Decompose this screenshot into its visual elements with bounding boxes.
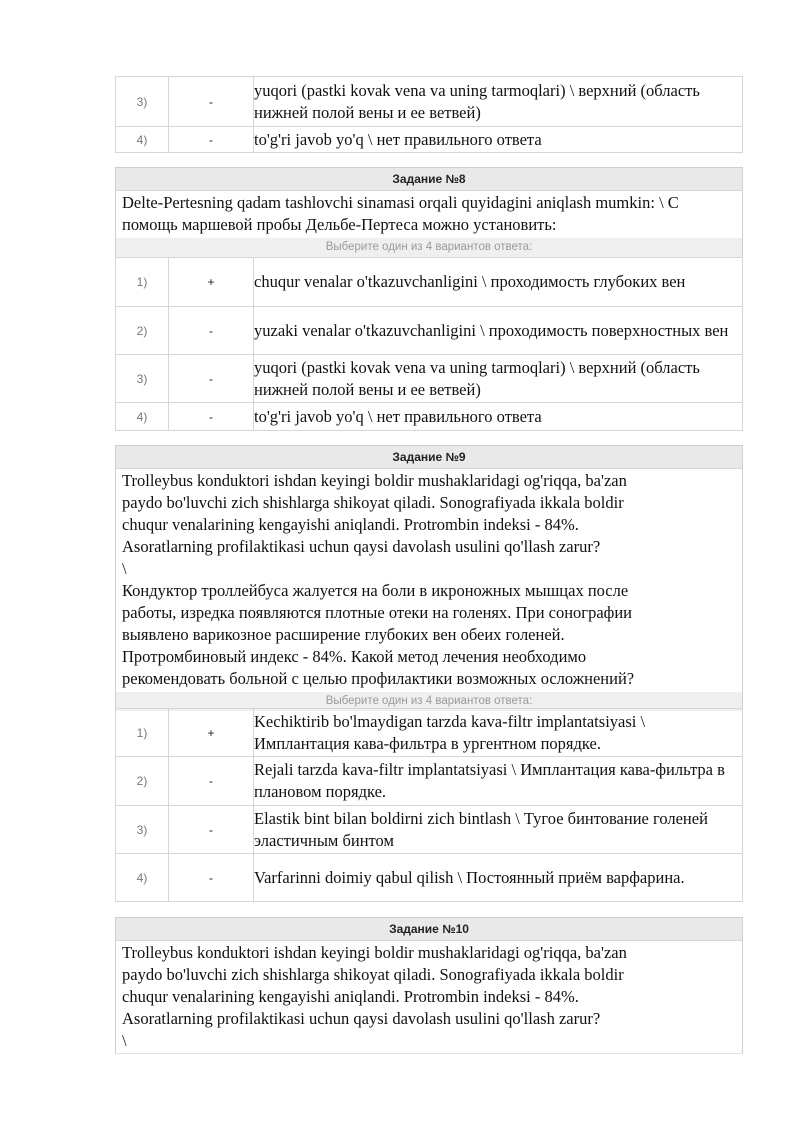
answer-row (116, 355, 743, 403)
answer-row (116, 709, 743, 757)
option-mark: - (169, 757, 254, 806)
option-number: 2) (116, 307, 169, 355)
option-number: 4) (116, 127, 169, 153)
option-number: 4) (116, 403, 169, 431)
answer-row (116, 307, 743, 355)
answer-options-table (115, 76, 743, 153)
task-question: Delte-Pertesning qadam tashlovchi sinamasi orqali quyidagini aniqlash mumkin: \ С помощь маршевой пробы Дельбе-Пертеса можно установить: (122, 193, 679, 234)
option-text: to'g'ri javob yo'q \ нет правильного ответа (254, 127, 743, 153)
answer-hint: Выберите один из 4 вариантов ответа: (116, 692, 742, 711)
task-question: Trolleybus konduktori ishdan keyingi boldir mushaklaridagi og'riqqa, ba'zan paydo bo'luvchi zich shishlarga shikoyat qiladi. Sonografiyada ikkala boldir chuqur venalarining kengayishi aniqlandi. Protrombin indeksi - 84%. Asoratlarning profilaktikasi uchun qaysi davolash usulini qo'llash zarur? \ (122, 943, 627, 1050)
task-10 (115, 917, 743, 1054)
answer-hint: Выберите один из 4 вариантов ответа: (116, 238, 742, 257)
option-number: 1) (116, 258, 169, 307)
option-mark: - (169, 307, 254, 355)
task-9 (115, 445, 743, 711)
option-text: chuqur venalar o'tkazuvchanligini \ проходимость глубоких вен (254, 258, 743, 307)
option-mark: - (169, 806, 254, 854)
option-mark: + (169, 258, 254, 307)
answer-row (116, 403, 743, 431)
answer-options-table (115, 708, 743, 902)
option-mark: - (169, 854, 254, 902)
task-title: Задание №8 (116, 168, 742, 191)
task-title: Задание №10 (116, 918, 742, 941)
answer-row (116, 77, 743, 127)
option-number: 3) (116, 806, 169, 854)
task-question: Trolleybus konduktori ishdan keyingi boldir mushaklaridagi og'riqqa, ba'zan paydo bo'luvchi zich shishlarga shikoyat qiladi. Sonografiyada ikkala boldir chuqur venalarining kengayishi aniqlandi. Protrombin indeksi - 84%. Asoratlarning profilaktikasi uchun qaysi davolash usulini qo'llash zarur? \ Кондуктор троллейбуса жалуется на боли в икроножных мышцах после работы, изредка появляются плотные отеки на голенях. При сонографии выявлено варикозное расширение глубоких вен обеих голеней. Протромбиновый индекс - 84%. Какой метод лечения необходимо рекомендовать больной с целью профилактики возможных осложнений? (122, 471, 635, 688)
answer-row (116, 757, 743, 806)
answer-row (116, 854, 743, 902)
option-text: Kechiktirib bo'lmaydigan tarzda kava-filtr implantatsiyasi \ Имплантация кава-фильтра в ургентном порядке. (254, 709, 743, 757)
option-mark: - (169, 355, 254, 403)
option-mark: - (169, 77, 254, 127)
option-text: to'g'ri javob yo'q \ нет правильного ответа (254, 403, 743, 431)
option-number: 2) (116, 757, 169, 806)
task-8 (115, 167, 743, 257)
option-mark: - (169, 403, 254, 431)
option-number: 3) (116, 355, 169, 403)
option-mark: - (169, 127, 254, 153)
answer-options-table (115, 257, 743, 431)
answer-row (116, 258, 743, 307)
answer-row (116, 806, 743, 854)
option-number: 4) (116, 854, 169, 902)
option-text: yuqori (pastki kovak vena va uning tarmoqlari) \ верхний (область нижней полой вены и ее ветвей) (254, 355, 743, 403)
option-text: Elastik bint bilan boldirni zich bintlash \ Тугое бинтование голеней эластичным бинтом (254, 806, 743, 854)
option-number: 1) (116, 709, 169, 757)
option-text: yuzaki venalar o'tkazuvchanligini \ проходимость поверхностных вен (254, 307, 743, 355)
option-text: Varfarinni doimiy qabul qilish \ Постоянный приём варфарина. (254, 854, 743, 902)
option-text: Rejali tarzda kava-filtr implantatsiyasi \ Имплантация кава-фильтра в плановом порядке. (254, 757, 743, 806)
option-text: yuqori (pastki kovak vena va uning tarmoqlari) \ верхний (область нижней полой вены и ее ветвей) (254, 77, 743, 127)
answer-row (116, 127, 743, 153)
option-mark: + (169, 709, 254, 757)
option-number: 3) (116, 77, 169, 127)
task-title: Задание №9 (116, 446, 742, 469)
